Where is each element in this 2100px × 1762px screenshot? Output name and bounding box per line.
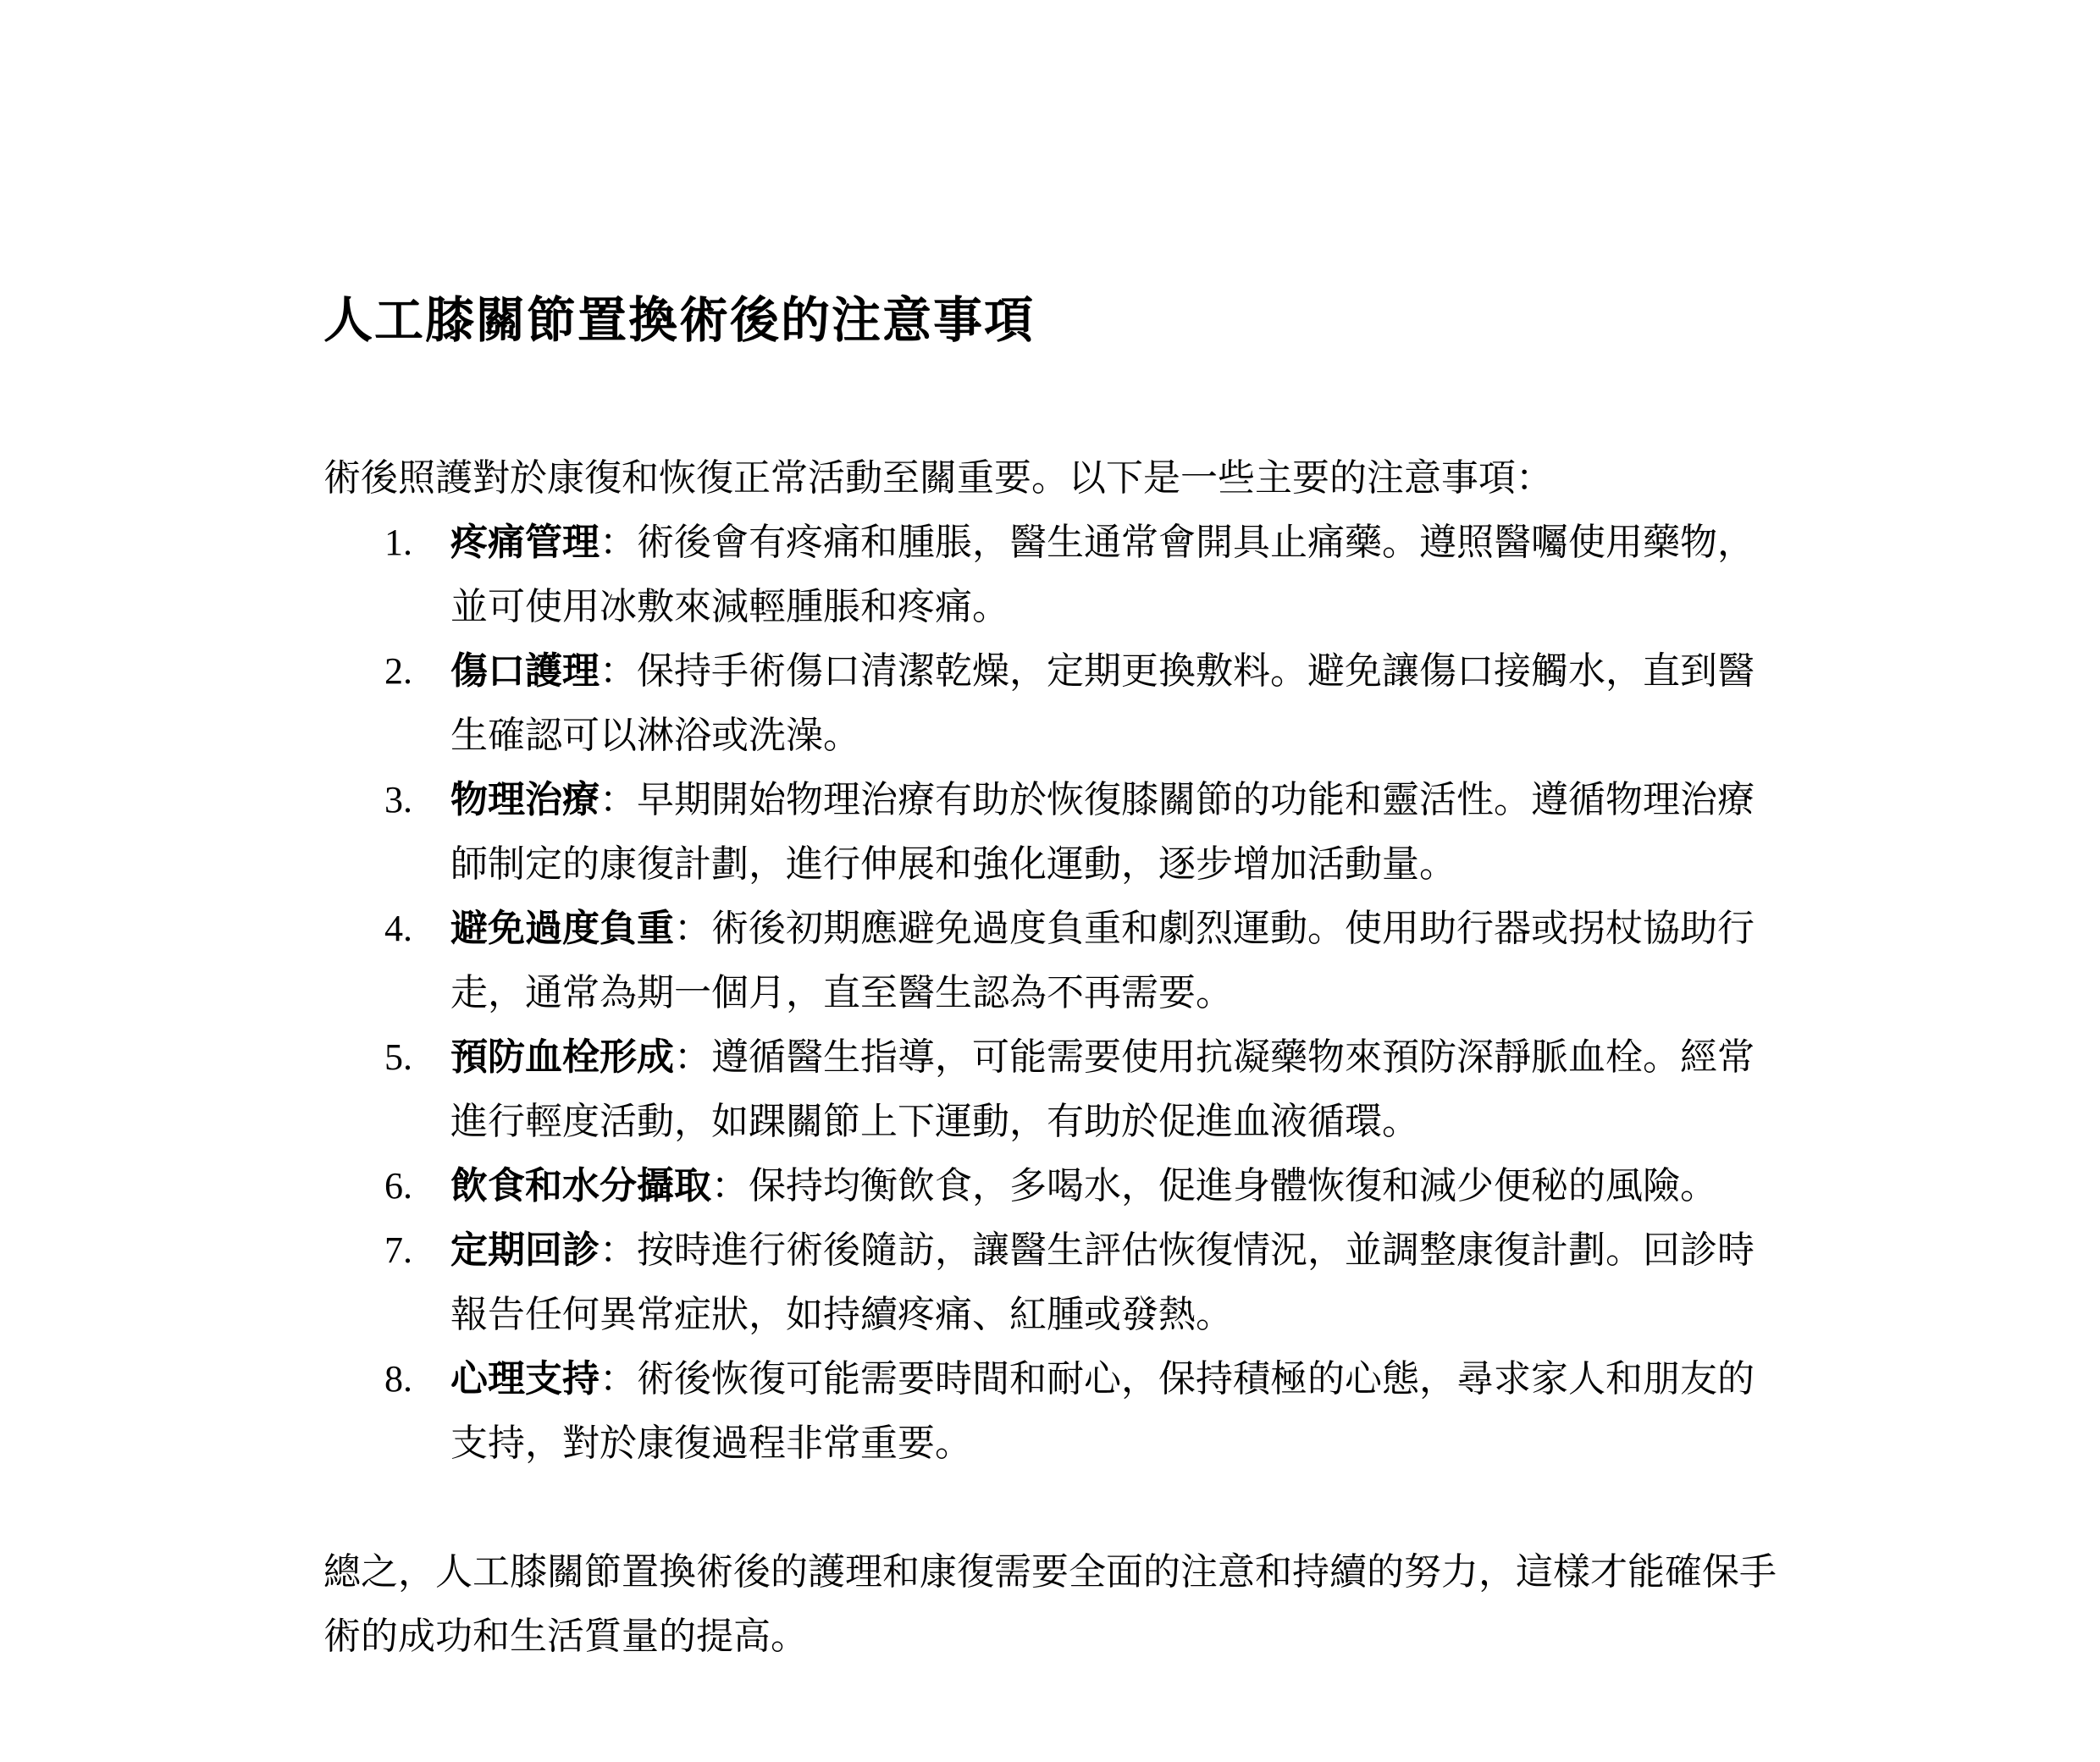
list-item: [323, 1218, 1780, 1347]
list-item: [323, 768, 1780, 897]
list-item-term: 預防血栓形成: [450, 1036, 674, 1079]
list-item-term: 避免過度負重: [450, 907, 674, 950]
list-item-content: [450, 1025, 1780, 1154]
list-item-text: ：術後初期應避免過度負重和劇烈運動。使用助行器或拐杖協助行走，通常為期一個月，直至醫生認為不再需要。: [450, 907, 1755, 1014]
list-item-term: 疼痛管理: [450, 521, 600, 564]
care-instructions-list: [323, 511, 1780, 1476]
list-item: [323, 1025, 1780, 1154]
list-item-term: 飲食和水分攝取: [450, 1164, 711, 1207]
list-item-content: [450, 639, 1780, 768]
list-item-content: [450, 768, 1780, 897]
list-item-content: [450, 1154, 1780, 1218]
list-item-text: ：按時進行術後隨訪，讓醫生評估恢復情況，並調整康復計劃。回診時報告任何異常症狀，如持續疼痛、紅腫或發熱。: [450, 1229, 1755, 1336]
list-item-content: [450, 897, 1780, 1025]
list-item-number: 5.: [384, 1036, 412, 1078]
list-item-term: 物理治療: [450, 778, 600, 821]
conclusion-paragraph: 總之，人工膝關節置換術後的護理和康復需要全面的注意和持續的努力，這樣才能確保手術的成功和生活質量的提高。: [323, 1550, 1777, 1658]
list-item-number: 2.: [384, 650, 412, 692]
list-item-number: 3.: [384, 779, 412, 820]
list-item-text: ：遵循醫生指導，可能需要使用抗凝藥物來預防深靜脈血栓。經常進行輕度活動，如踝關節上下運動，有助於促進血液循環。: [450, 1036, 1755, 1143]
list-item-text: ：術後恢復可能需要時間和耐心，保持積極的心態，尋求家人和朋友的支持，對於康復過程非常重要。: [450, 1357, 1755, 1465]
list-item-term: 心理支持: [450, 1357, 600, 1400]
list-item: [323, 897, 1780, 1025]
list-item: [323, 1347, 1780, 1476]
list-item-text: ：保持均衡飲食，多喝水，促進身體恢復和減少便秘的風險。: [711, 1164, 1717, 1207]
list-item-number: 6.: [384, 1165, 412, 1207]
intro-paragraph: 術後照護對於康復和恢復正常活動至關重要。以下是一些主要的注意事項：: [323, 456, 1553, 500]
list-item-text: ：保持手術傷口清潔乾燥，定期更換敷料。避免讓傷口接觸水，直到醫生確認可以淋浴或洗澡。: [450, 649, 1755, 757]
list-item: [323, 639, 1780, 768]
document-title: 人工膝關節置換術後的注意事項: [323, 291, 1036, 349]
list-item-term: 定期回診: [450, 1229, 600, 1272]
list-item-number: 7.: [384, 1229, 412, 1271]
list-item: [323, 1154, 1780, 1218]
list-item-content: [450, 1218, 1780, 1347]
list-item-number: 4.: [384, 908, 412, 949]
list-item-number: 8.: [384, 1358, 412, 1400]
list-item-text: ：早期開始物理治療有助於恢復膝關節的功能和靈活性。遵循物理治療師制定的康復計劃，進行伸展和強化運動，逐步增加活動量。: [450, 778, 1755, 886]
list-item-number: 1.: [384, 522, 412, 563]
list-item: [323, 511, 1780, 639]
list-item-content: [450, 511, 1780, 639]
list-item-term: 傷口護理: [450, 649, 600, 693]
list-item-text: ：術後會有疼痛和腫脹，醫生通常會開具止痛藥。遵照醫囑使用藥物，並可使用冰敷來減輕腫脹和疼痛。: [450, 521, 1755, 628]
list-item-content: [450, 1347, 1780, 1476]
